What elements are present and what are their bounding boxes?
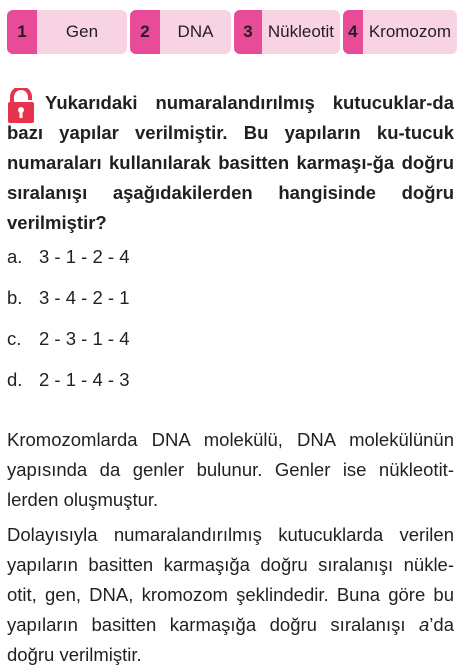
option-b[interactable]	[7, 283, 129, 313]
box-number: 1	[7, 10, 37, 54]
box-2	[130, 10, 231, 54]
option-text: 2 - 1 - 4 - 3	[39, 369, 130, 390]
box-number: 2	[130, 10, 160, 54]
question-body: Yukarıdaki numaralandırılmış kutucuklar-da bazı yapılar verilmiştir. Bu yapıların ku-tucuk numaraları kullanılarak basitten karmaşı-ğa doğru sıralanışı aşağıdakilerden hangisinde doğru verilmiştir?	[7, 92, 454, 233]
option-letter: b.	[7, 287, 23, 308]
box-3	[234, 10, 340, 54]
option-text: 2 - 3 - 1 - 4	[39, 328, 130, 349]
explanation-text: Dolayısıyla numaralandırılmış kutucuklarda verilen yapıların basitten karmaşığa doğru sıralanışı nükle-otit, gen, DNA, kromozom şeklindedir. Buna göre bu yapıların basitten karmaşığa doğru sıralanışı	[7, 524, 454, 635]
question-text	[7, 88, 454, 238]
box-number: 3	[234, 10, 262, 54]
box-4	[343, 10, 457, 54]
option-text: 3 - 4 - 2 - 1	[39, 287, 130, 308]
option-a[interactable]	[7, 242, 129, 272]
answer-letter: a	[419, 614, 430, 635]
box-label: Gen	[65, 22, 99, 41]
box-label: Kromozom	[368, 22, 451, 41]
explanation-paragraph-1: Kromozomlarda DNA molekülü, DNA molekülünün yapısında da genler bulunur. Genler ise nükleotit-lerden oluşmuştur.	[7, 429, 454, 510]
option-c[interactable]	[7, 324, 129, 354]
option-text: 3 - 1 - 2 - 4	[39, 246, 130, 267]
box-1	[7, 10, 127, 54]
explanation-paragraph-2	[7, 520, 454, 670]
option-letter: d.	[7, 369, 23, 390]
box-label: DNA	[177, 22, 214, 41]
option-letter: c.	[7, 328, 22, 349]
explanation-tail: ’da doğru verilmiştir.	[7, 614, 454, 665]
box-number: 4	[343, 10, 363, 54]
box-label: Nükleotit	[267, 22, 334, 41]
numbered-boxes	[7, 10, 457, 54]
option-d[interactable]	[7, 365, 129, 395]
option-letter: a.	[7, 246, 23, 267]
